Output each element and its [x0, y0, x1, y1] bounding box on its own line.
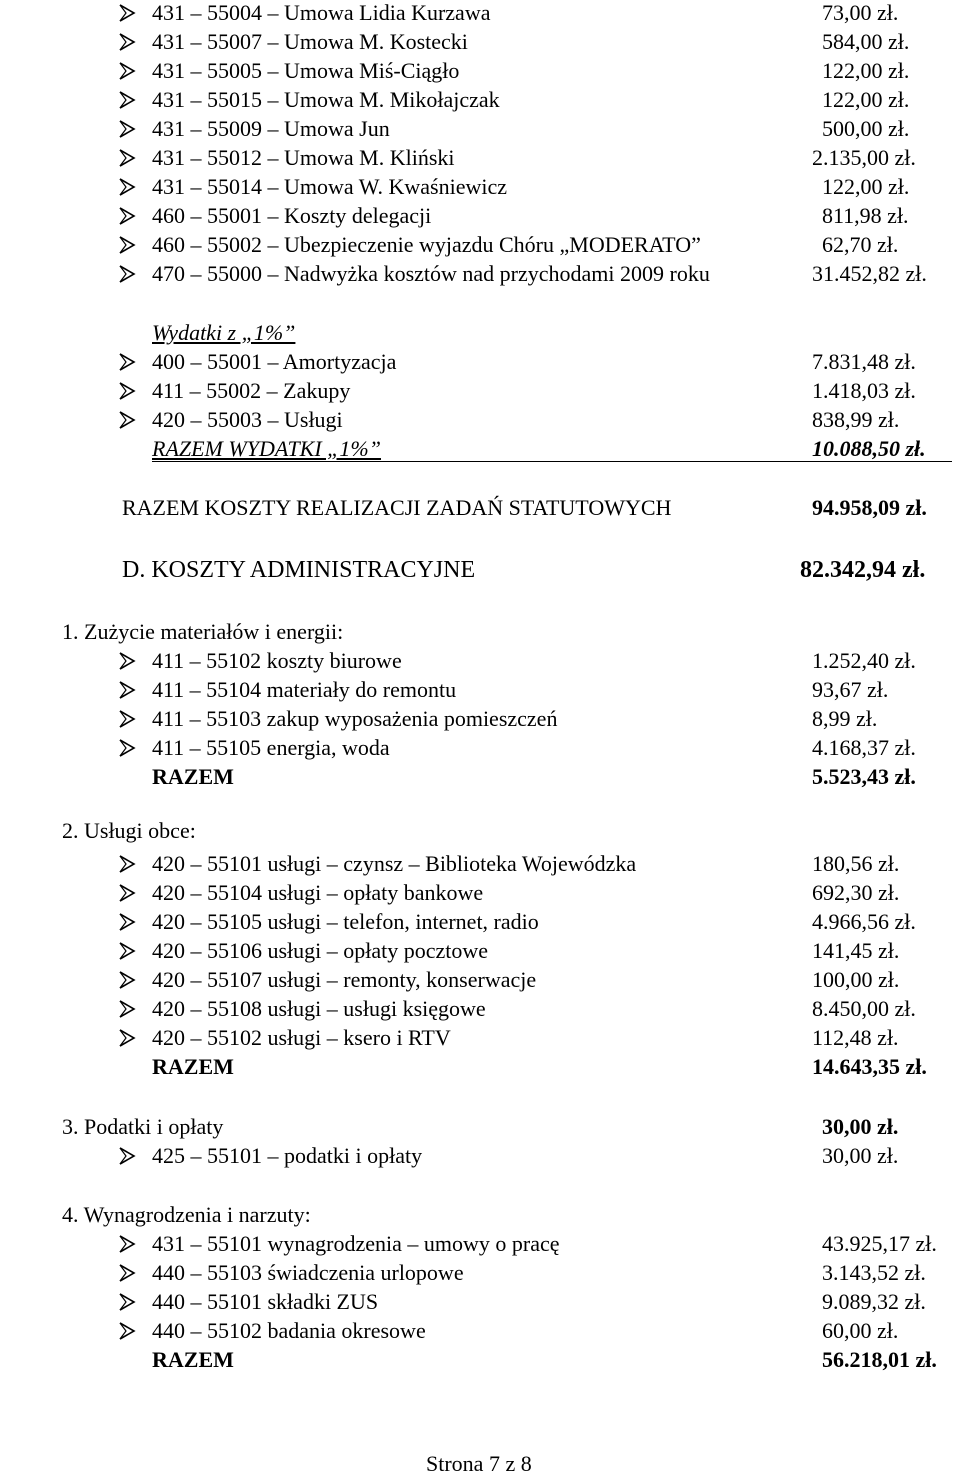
arrow-bullet-icon	[118, 996, 136, 1022]
list-item	[0, 996, 960, 1022]
list-item	[0, 1025, 960, 1051]
item-description: 420 – 55101 usługi – czynsz – Biblioteka Wojewódzka	[152, 851, 637, 876]
item-amount: 3.143,52 zł.	[822, 1260, 926, 1285]
arrow-bullet-icon	[118, 706, 136, 732]
sub3-heading: 3. Podatki i opłaty	[62, 1114, 224, 1139]
sub2-heading: 2. Usługi obce:	[62, 818, 196, 843]
item-amount: 692,30 zł.	[812, 880, 900, 905]
section-d-amount: 82.342,94 zł.	[800, 557, 926, 583]
item-amount: 8,99 zł.	[812, 706, 878, 731]
arrow-bullet-icon	[118, 29, 136, 55]
item-description: 420 – 55106 usługi – opłaty pocztowe	[152, 938, 489, 963]
item-amount: 7.831,48 zł.	[812, 349, 916, 374]
sub4-total-label: RAZEM	[152, 1347, 234, 1372]
item-description: 431 – 55004 – Umowa Lidia Kurzawa	[152, 0, 491, 25]
item-description: 411 – 55103 zakup wyposażenia pomieszczeń	[152, 706, 558, 731]
list-item	[0, 407, 960, 433]
underline-rule	[152, 461, 952, 462]
item-amount: 93,67 zł.	[812, 677, 889, 702]
item-description: 431 – 55101 wynagrodzenia – umowy o pracę	[152, 1231, 560, 1256]
item-amount: 60,00 zł.	[822, 1318, 899, 1343]
item-amount: 122,00 zł.	[822, 87, 910, 112]
list-item	[0, 648, 960, 674]
wydatki-total-amount: 10.088,50 zł.	[812, 436, 926, 461]
item-amount: 8.450,00 zł.	[812, 996, 916, 1021]
item-amount: 500,00 zł.	[822, 116, 910, 141]
list-item	[0, 1231, 960, 1257]
item-description: 420 – 55105 usługi – telefon, internet, radio	[152, 909, 539, 934]
item-description: 400 – 55001 – Amortyzacja	[152, 349, 397, 374]
arrow-bullet-icon	[118, 1231, 136, 1257]
list-item	[0, 29, 960, 55]
arrow-bullet-icon	[118, 880, 136, 906]
sub2-total-amount: 14.643,35 zł.	[812, 1054, 927, 1079]
sub3-heading-amount: 30,00 zł.	[822, 1114, 899, 1139]
list-item	[0, 116, 960, 142]
item-description: 431 – 55012 – Umowa M. Kliński	[152, 145, 455, 170]
item-amount: 100,00 zł.	[812, 967, 900, 992]
sub1-total-amount: 5.523,43 zł.	[812, 764, 916, 789]
arrow-bullet-icon	[118, 1318, 136, 1344]
item-amount: 30,00 zł.	[822, 1143, 899, 1168]
arrow-bullet-icon	[118, 677, 136, 703]
wydatki-total-label: RAZEM WYDATKI „1%”	[152, 436, 381, 461]
list-item	[0, 909, 960, 935]
item-description: 420 – 55104 usługi – opłaty bankowe	[152, 880, 484, 905]
item-amount: 141,45 zł.	[812, 938, 900, 963]
arrow-bullet-icon	[118, 174, 136, 200]
item-amount: 43.925,17 zł.	[822, 1231, 937, 1256]
sub4-total-amount: 56.218,01 zł.	[822, 1347, 937, 1372]
item-amount: 2.135,00 zł.	[812, 145, 916, 170]
item-amount: 4.966,56 zł.	[812, 909, 916, 934]
arrow-bullet-icon	[118, 58, 136, 84]
arrow-bullet-icon	[118, 407, 136, 433]
list-item	[0, 1143, 960, 1169]
item-amount: 31.452,82 zł.	[812, 261, 927, 286]
arrow-bullet-icon	[118, 909, 136, 935]
statutory-total-amount: 94.958,09 zł.	[812, 495, 927, 520]
item-amount: 1.418,03 zł.	[812, 378, 916, 403]
wydatki-heading: Wydatki z „1%”	[152, 320, 296, 345]
item-description: 460 – 55002 – Ubezpieczenie wyjazdu Chóru „MODERATO”	[152, 232, 701, 257]
item-description: 431 – 55005 – Umowa Miś-Ciągło	[152, 58, 460, 83]
list-item	[0, 1289, 960, 1315]
arrow-bullet-icon	[118, 648, 136, 674]
statutory-total-label: RAZEM KOSZTY REALIZACJI ZADAŃ STATUTOWYCH	[122, 495, 672, 520]
item-amount: 180,56 zł.	[812, 851, 900, 876]
list-item	[0, 261, 960, 287]
item-amount: 9.089,32 zł.	[822, 1289, 926, 1314]
list-item	[0, 87, 960, 113]
arrow-bullet-icon	[118, 232, 136, 258]
arrow-bullet-icon	[118, 851, 136, 877]
item-description: 411 – 55105 energia, woda	[152, 735, 390, 760]
list-item	[0, 1260, 960, 1286]
item-amount: 838,99 zł.	[812, 407, 900, 432]
section-d-title: D. KOSZTY ADMINISTRACYJNE	[122, 557, 476, 583]
item-amount: 811,98 zł.	[822, 203, 909, 228]
list-item	[0, 349, 960, 375]
item-description: 460 – 55001 – Koszty delegacji	[152, 203, 432, 228]
arrow-bullet-icon	[118, 261, 136, 287]
list-item	[0, 677, 960, 703]
item-description: 431 – 55007 – Umowa M. Kostecki	[152, 29, 468, 54]
item-description: 440 – 55101 składki ZUS	[152, 1289, 379, 1314]
list-item	[0, 0, 960, 26]
arrow-bullet-icon	[118, 378, 136, 404]
arrow-bullet-icon	[118, 1025, 136, 1051]
item-description: 411 – 55002 – Zakupy	[152, 378, 351, 403]
sub2-total-label: RAZEM	[152, 1054, 234, 1079]
item-amount: 122,00 zł.	[822, 174, 910, 199]
page-number: Strona 7 z 8	[426, 1451, 532, 1476]
item-amount: 73,00 zł.	[822, 0, 899, 25]
item-description: 420 – 55108 usługi – usługi księgowe	[152, 996, 486, 1021]
item-amount: 122,00 zł.	[822, 58, 910, 83]
arrow-bullet-icon	[118, 116, 136, 142]
arrow-bullet-icon	[118, 0, 136, 26]
list-item	[0, 880, 960, 906]
item-description: 420 – 55107 usługi – remonty, konserwacje	[152, 967, 537, 992]
item-description: 420 – 55003 – Usługi	[152, 407, 343, 432]
item-description: 431 – 55014 – Umowa W. Kwaśniewicz	[152, 174, 508, 199]
item-description: 425 – 55101 – podatki i opłaty	[152, 1143, 423, 1168]
sub1-total-label: RAZEM	[152, 764, 234, 789]
item-description: 470 – 55000 – Nadwyżka kosztów nad przychodami 2009 roku	[152, 261, 710, 286]
list-item	[0, 378, 960, 404]
arrow-bullet-icon	[118, 145, 136, 171]
list-item	[0, 851, 960, 877]
list-item	[0, 203, 960, 229]
item-description: 431 – 55015 – Umowa M. Mikołajczak	[152, 87, 500, 112]
list-item	[0, 967, 960, 993]
arrow-bullet-icon	[118, 203, 136, 229]
list-item	[0, 1318, 960, 1344]
list-item	[0, 232, 960, 258]
list-item	[0, 58, 960, 84]
list-item	[0, 706, 960, 732]
item-description: 420 – 55102 usługi – ksero i RTV	[152, 1025, 451, 1050]
item-description: 411 – 55102 koszty biurowe	[152, 648, 402, 673]
arrow-bullet-icon	[118, 87, 136, 113]
item-amount: 4.168,37 zł.	[812, 735, 916, 760]
list-item	[0, 938, 960, 964]
item-amount: 112,48 zł.	[812, 1025, 899, 1050]
item-amount: 1.252,40 zł.	[812, 648, 916, 673]
item-description: 440 – 55103 świadczenia urlopowe	[152, 1260, 464, 1285]
list-item	[0, 145, 960, 171]
item-description: 411 – 55104 materiały do remontu	[152, 677, 457, 702]
item-description: 440 – 55102 badania okresowe	[152, 1318, 426, 1343]
arrow-bullet-icon	[118, 1143, 136, 1169]
arrow-bullet-icon	[118, 349, 136, 375]
item-description: 431 – 55009 – Umowa Jun	[152, 116, 390, 141]
list-item	[0, 174, 960, 200]
sub4-heading: 4. Wynagrodzenia i narzuty:	[62, 1202, 311, 1227]
list-item	[0, 735, 960, 761]
item-amount: 62,70 zł.	[822, 232, 899, 257]
sub1-heading: 1. Zużycie materiałów i energii:	[62, 619, 344, 644]
arrow-bullet-icon	[118, 1260, 136, 1286]
arrow-bullet-icon	[118, 735, 136, 761]
item-amount: 584,00 zł.	[822, 29, 910, 54]
arrow-bullet-icon	[118, 967, 136, 993]
arrow-bullet-icon	[118, 938, 136, 964]
arrow-bullet-icon	[118, 1289, 136, 1315]
